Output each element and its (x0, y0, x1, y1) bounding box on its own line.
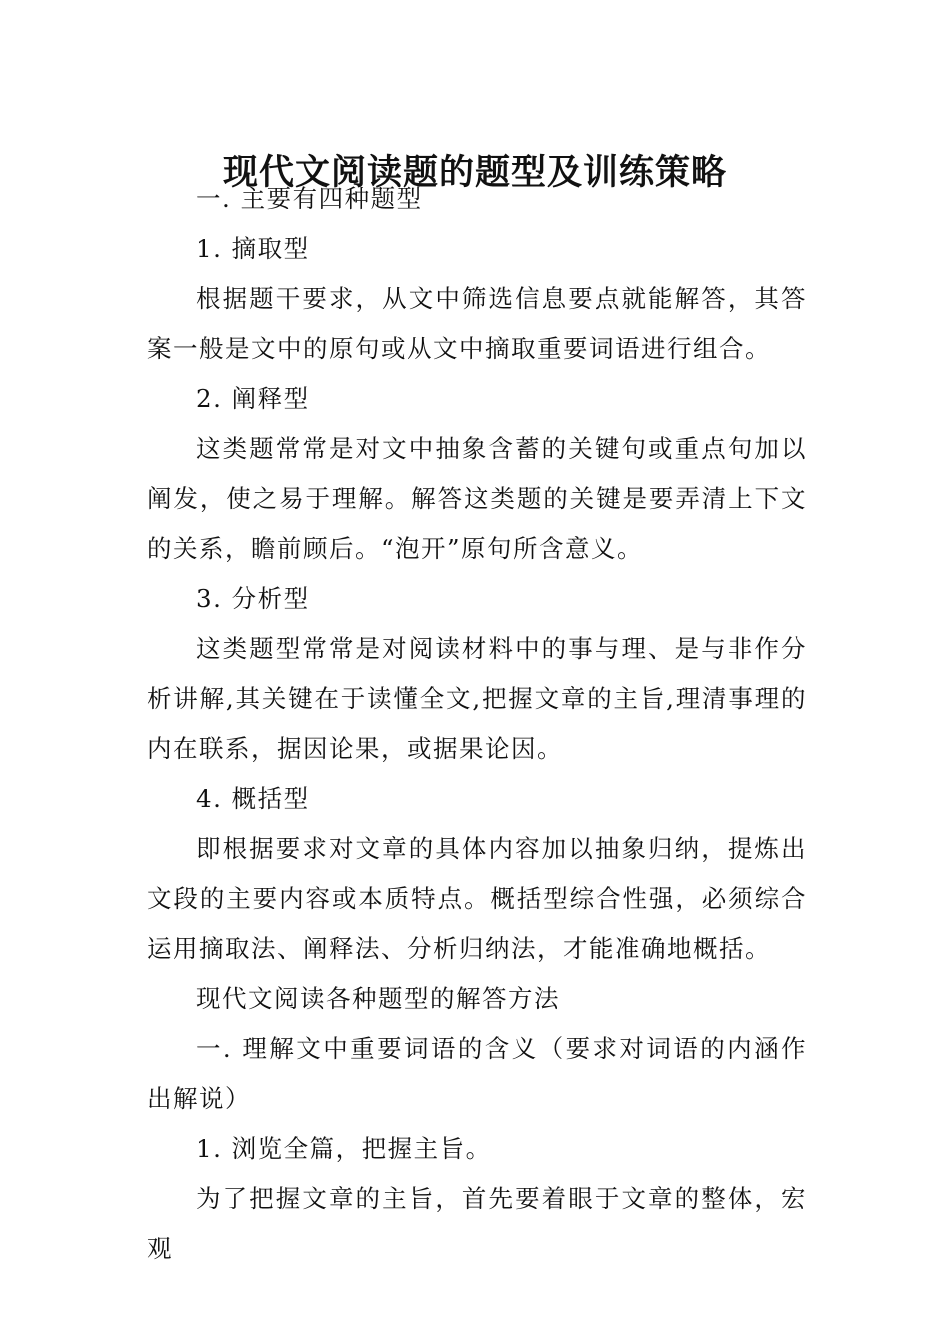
paragraph: 为了把握文章的主旨，首先要着眼于文章的整体，宏观 (147, 1184, 807, 1263)
section-heading: 一. 主要有四种题型 (196, 184, 423, 213)
section-heading: 一. 理解文中重要词语的含义（要求对词语的内涵作出解说） (147, 1034, 807, 1113)
document-title: 现代文阅读题的题型及训练策略 (222, 152, 727, 194)
subheading: 2. 阐释型 (196, 384, 310, 413)
document-body (147, 174, 807, 1274)
paragraph: 即根据要求对文章的具体内容加以抽象归纳，提炼出文段的主要内容或本质特点。概括型综合性强，必须综合运用摘取法、阐释法、分析归纳法，才能准确地概括。 (147, 834, 807, 963)
paragraph: 这类题常常是对文中抽象含蓄的关键句或重点句加以阐发，使之易于理解。解答这类题的关键是要弄清上下文的关系，瞻前顾后。“泡开”原句所含意义。 (147, 434, 807, 563)
paragraph: 这类题型常常是对阅读材料中的事与理、是与非作分析讲解,其关键在于读懂全文,把握文章的主旨,理清事理的内在联系，据因论果，或据果论因。 (147, 634, 807, 763)
section-heading: 现代文阅读各种题型的解答方法 (196, 984, 560, 1013)
subheading: 4. 概括型 (196, 784, 310, 813)
subheading: 1. 摘取型 (196, 234, 310, 263)
subheading: 3. 分析型 (196, 584, 310, 613)
subheading: 1. 浏览全篇，把握主旨。 (196, 1134, 492, 1163)
paragraph: 根据题干要求，从文中筛选信息要点就能解答，其答案一般是文中的原句或从文中摘取重要词语进行组合。 (147, 284, 807, 363)
